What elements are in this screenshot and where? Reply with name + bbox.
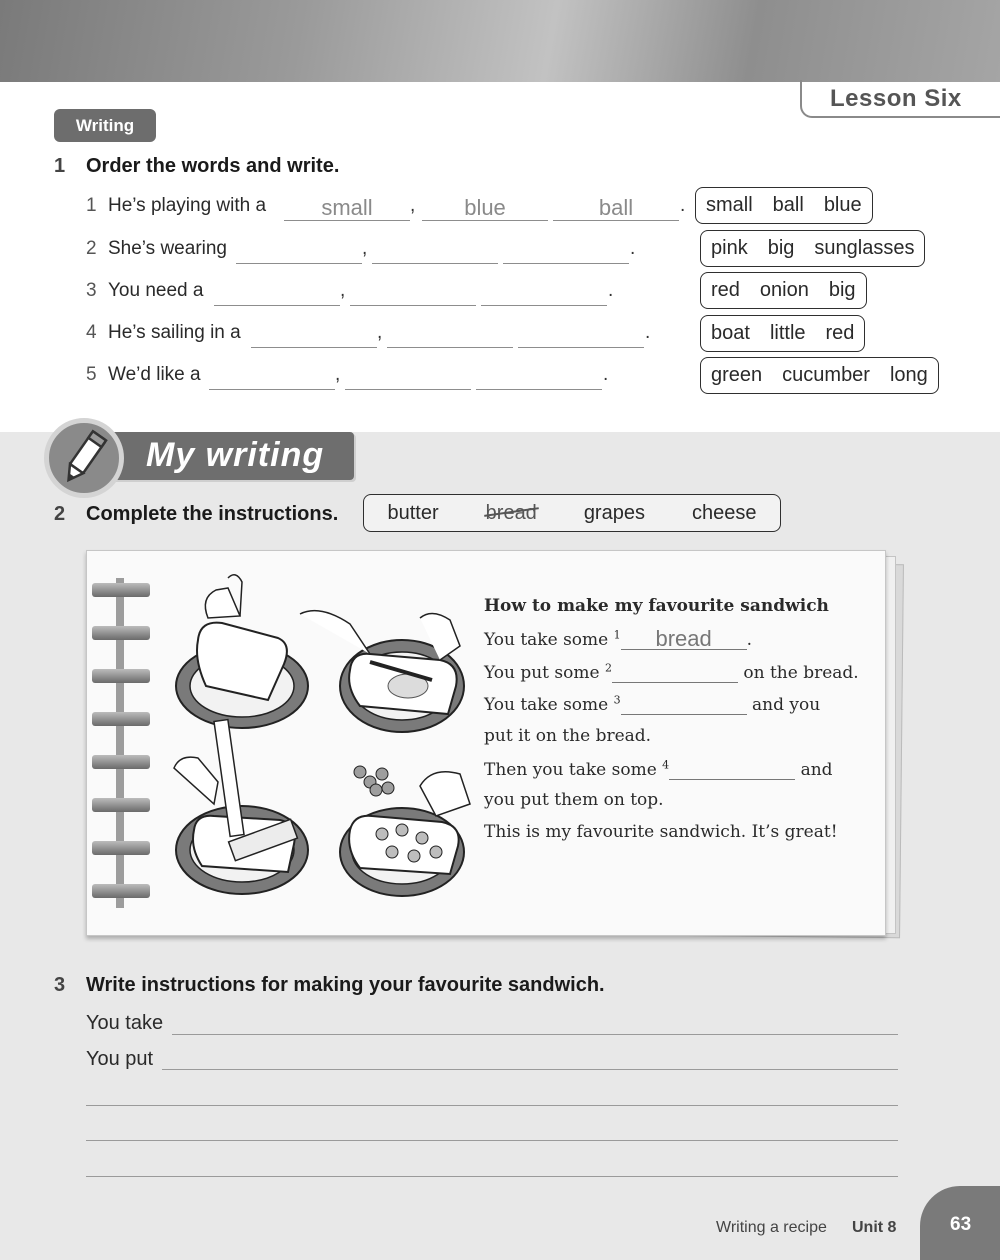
word: sunglasses <box>814 237 915 259</box>
comma: , <box>410 195 416 216</box>
word: cheese <box>691 501 757 524</box>
recipe-text: You take some <box>484 630 609 650</box>
section-badge: Writing <box>54 109 156 142</box>
answer-blank-2[interactable]: blue <box>422 195 548 221</box>
writing-line[interactable] <box>86 1105 898 1106</box>
writing-line[interactable] <box>86 1140 898 1141</box>
item-number: 1 <box>86 195 97 216</box>
writing-line[interactable] <box>162 1069 898 1070</box>
answer-blank-3[interactable] <box>481 280 607 306</box>
word: pink <box>711 237 748 259</box>
word: big <box>828 279 856 301</box>
word: ball <box>772 194 804 216</box>
item-prompt: He’s playing with a <box>108 195 267 216</box>
item-prompt: You need a <box>108 280 204 301</box>
comma: , <box>335 364 341 385</box>
answer-blank-3[interactable] <box>518 322 644 348</box>
answer-blank-1[interactable] <box>209 364 335 390</box>
word: blue <box>823 194 862 216</box>
writing-line[interactable] <box>172 1034 898 1035</box>
recipe-text: Then you take some <box>484 760 657 780</box>
full-stop: . <box>680 195 686 216</box>
word-box <box>700 230 925 267</box>
word: butter <box>387 501 439 524</box>
gap-number: 1 <box>613 628 621 642</box>
spiral-ring <box>92 712 150 726</box>
top-photo-band <box>0 0 1000 82</box>
recipe-line-5 <box>484 758 833 780</box>
recipe-blank-2[interactable] <box>612 661 738 683</box>
exercise3-number: 3 <box>54 974 66 996</box>
spiral-ring <box>92 755 150 769</box>
full-stop: . <box>630 238 636 259</box>
comma: , <box>362 238 368 259</box>
word-box <box>700 315 865 352</box>
recipe-text: and <box>800 760 833 780</box>
word: small <box>706 194 753 216</box>
comma: , <box>340 280 346 301</box>
step3-cheese-illustration <box>174 720 308 894</box>
item-prompt: He’s sailing in a <box>108 322 241 343</box>
exercise3-instruction: Write instructions for making your favourite sandwich. <box>86 974 605 996</box>
pencil-icon <box>44 418 124 498</box>
recipe-text: You take some <box>484 695 609 715</box>
word: big <box>767 237 795 259</box>
my-writing-title: My writing <box>146 436 325 474</box>
comma: , <box>377 322 383 343</box>
item-number: 5 <box>86 364 97 385</box>
exercise1-number: 1 <box>54 155 66 177</box>
footer-unit: Unit 8 <box>852 1219 897 1236</box>
step1-bread-illustration <box>176 575 308 728</box>
full-stop: . <box>608 280 614 301</box>
recipe-blank-3[interactable] <box>621 693 747 715</box>
item-number: 2 <box>86 238 97 259</box>
answer-blank-2[interactable] <box>350 280 476 306</box>
word: little <box>769 322 806 344</box>
word: grapes <box>583 501 645 524</box>
word-box <box>700 357 939 394</box>
spiral-ring <box>92 626 150 640</box>
spiral-ring <box>92 669 150 683</box>
spiral-ring <box>92 841 150 855</box>
writing-prompt-1: You take <box>86 1012 164 1034</box>
step2-spread-illustration <box>300 611 464 732</box>
recipe-text: and you <box>752 695 821 715</box>
writing-line[interactable] <box>86 1176 898 1177</box>
gap-number: 3 <box>613 693 621 707</box>
recipe-line-3 <box>484 693 820 715</box>
spiral-ring <box>92 798 150 812</box>
word: red <box>825 322 855 344</box>
answer-blank-1[interactable] <box>236 238 362 264</box>
recipe-line-6: you put them on top. <box>484 790 664 810</box>
answer-blank-1[interactable]: small <box>284 195 410 221</box>
exercise1-instruction: Order the words and write. <box>86 155 340 177</box>
exercise2-number: 2 <box>54 503 66 525</box>
lesson-tab: Lesson Six <box>800 80 1000 118</box>
spiral-ring <box>92 884 150 898</box>
exercise2-heading <box>54 503 338 526</box>
word-box <box>700 272 867 309</box>
answer-blank-1[interactable] <box>251 322 377 348</box>
writing-prompt-2: You put <box>86 1048 154 1070</box>
recipe-text: on the bread. <box>743 663 859 683</box>
item-number: 4 <box>86 322 97 343</box>
item-number: 3 <box>86 280 97 301</box>
recipe-blank-4[interactable] <box>669 758 795 780</box>
step4-grapes-illustration <box>340 766 470 896</box>
recipe-line-4: put it on the bread. <box>484 726 652 746</box>
word: green <box>711 364 763 386</box>
exercise1-item <box>86 238 706 272</box>
recipe-line-7: This is my favourite sandwich. It’s great! <box>484 822 838 842</box>
full-stop: . <box>603 364 609 385</box>
page-number: 63 <box>950 1214 972 1235</box>
recipe-title: How to make my favourite sandwich <box>484 596 829 616</box>
exercise1-heading <box>54 155 339 178</box>
answer-blank-2[interactable] <box>345 364 471 390</box>
item-prompt: We’d like a <box>108 364 201 385</box>
answer-blank-2[interactable] <box>387 322 513 348</box>
full-stop: . <box>645 322 651 343</box>
word: cucumber <box>782 364 870 386</box>
exercise2-word-box <box>363 494 781 532</box>
word: long <box>889 364 928 386</box>
gap-number: 2 <box>604 661 612 675</box>
word: red <box>711 279 740 301</box>
answer-blank-1[interactable] <box>214 280 340 306</box>
recipe-line-2 <box>484 661 859 683</box>
answer-blank-3[interactable] <box>476 364 602 390</box>
word-crossed-out: bread <box>485 501 537 524</box>
recipe-text: . <box>746 630 753 650</box>
exercise1-item <box>86 195 706 229</box>
recipe-blank-1[interactable]: bread <box>621 628 747 650</box>
answer-blank-2[interactable] <box>372 238 498 264</box>
recipe-line-1 <box>484 628 752 650</box>
exercise1-item <box>86 280 706 314</box>
exercise2-instruction: Complete the instructions. <box>86 503 339 525</box>
item-prompt: She’s wearing <box>108 238 228 259</box>
word: onion <box>759 279 809 301</box>
exercise1-item <box>86 364 706 398</box>
answer-blank-3[interactable]: ball <box>553 195 679 221</box>
sandwich-steps-illustration <box>170 568 475 903</box>
word: boat <box>711 322 750 344</box>
spiral-ring <box>92 583 150 597</box>
recipe-text: You put some <box>484 663 600 683</box>
exercise1-item <box>86 322 706 356</box>
gap-number: 4 <box>662 758 670 772</box>
answer-blank-3[interactable] <box>503 238 629 264</box>
word-box <box>695 187 873 224</box>
footer-topic: Writing a recipe <box>716 1219 827 1236</box>
exercise3-heading <box>54 974 605 997</box>
